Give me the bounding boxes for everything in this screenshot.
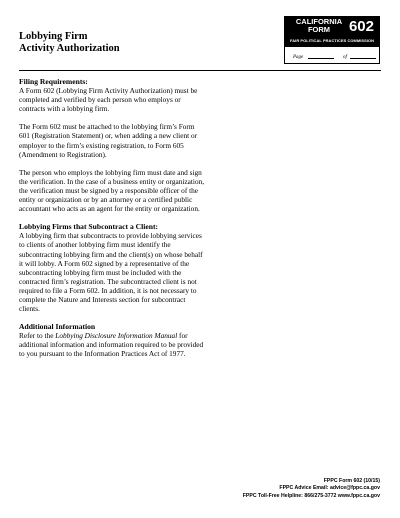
filing-paragraph-3: The person who employs the lobbying firm must date and sign the verification. In the case of a business entity or organization, the verification must be signed by a responsible officer of the entity or organization or by an attorney or a certified public accountant who acts as an agent for the entity or organization. (19, 167, 205, 214)
page-number-field[interactable] (308, 58, 334, 59)
form-title-line-2: Activity Authorization (19, 43, 120, 54)
form-state-label: CALIFORNIA (295, 17, 343, 26)
form-number: 602 (348, 18, 374, 35)
additional-info-text-before: Refer to the (19, 331, 56, 341)
section-heading-subcontract: Lobbying Firms that Subcontract a Client: (19, 222, 159, 232)
footer-advice-email: FPPC Advice Email: advice@fppc.ca.gov (279, 485, 380, 492)
form-id-box (284, 16, 380, 47)
form-title (19, 31, 120, 55)
section-heading-filing: Filing Requirements: (19, 77, 88, 86)
section-heading-additional-info: Additional Information (19, 322, 96, 332)
of-label: of (343, 55, 347, 60)
footer-helpline: FPPC Toll-Free Helpline: 866/275-3772 www.fppc.ca.gov (242, 492, 380, 499)
total-pages-field[interactable] (350, 58, 376, 59)
form-title-line-1: Lobbying Firm (19, 31, 88, 42)
header-divider (19, 70, 381, 71)
instructions-column (19, 77, 207, 368)
page-label: Page (293, 55, 304, 60)
agency-name: FAIR POLITICAL PRACTICES COMMISSION (289, 38, 375, 43)
footer (243, 478, 380, 500)
page-number-box (284, 47, 380, 64)
form-word-label: FORM (307, 25, 331, 34)
manual-title: Lobbying Disclosure Information Manual (55, 331, 178, 341)
additional-info-paragraph (19, 331, 207, 358)
subcontract-paragraph: A lobbying firm that subcontracts to provide lobbying services to clients of another lobbying firm must identify the subcontracting lobbying firm and the client(s) on whose behalf it will lobby. A Form 602 signed by a representative of the subcontracting lobbying firm must be included with the contracted firm’s registration. The subcontracted client is not required to file a Form 602. In addition, it is not necessary to complete the Nature and Interests section for subcontract clients. (19, 231, 203, 314)
filing-paragraph-1: A Form 602 (Lobbying Firm Activity Authorization) must be completed and verified by each person who employs or contracts with a lobbying firm. (19, 86, 198, 114)
footer-form-version: FPPC Form 602 (10/15) (323, 478, 380, 484)
additional-info-text-after: for additional information and information required to be provided to you pursuant to the Information Practices Act of 1977. (19, 331, 204, 359)
filing-paragraph-2: The Form 602 must be attached to the lobbying firm’s Form 601 (Registration Statement) or, when adding a new client or employer to the firm’s existing registration, to Form 605 (Amendment to Registration). (19, 122, 198, 159)
